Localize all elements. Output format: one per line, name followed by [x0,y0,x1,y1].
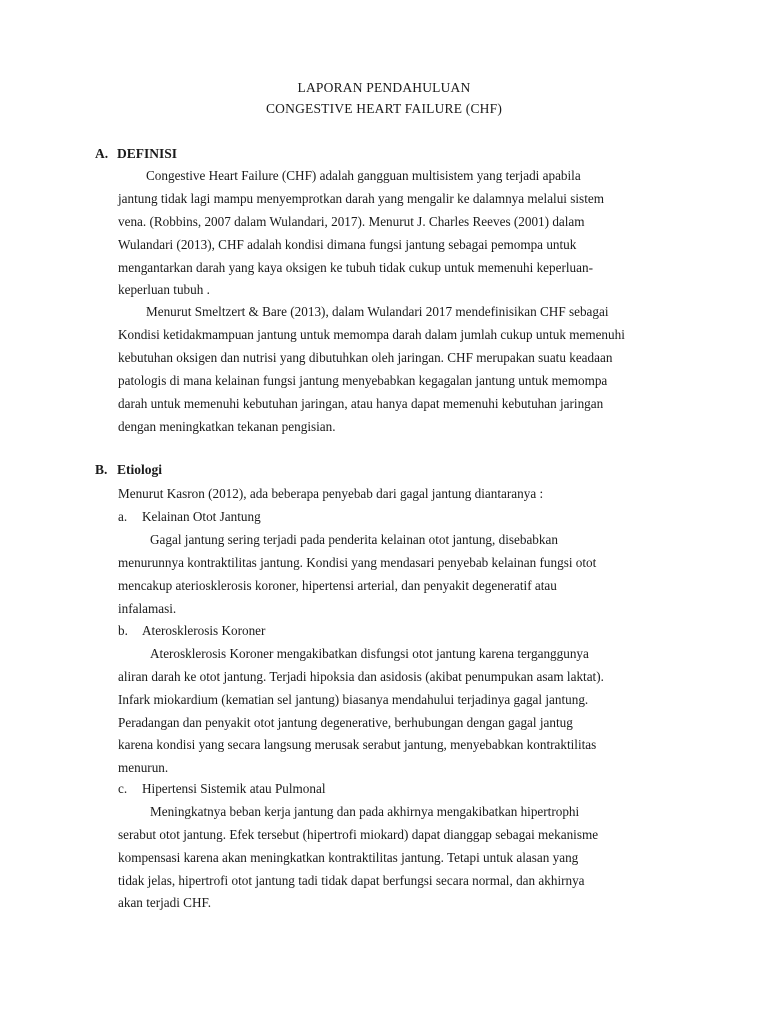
paragraph-line: menurunnya kontraktilitas jantung. Kondisi yang mendasari penyebab kelainan fungsi otot [118,555,597,570]
paragraph-line: tidak jelas, hipertrofi otot jantung tadi tidak dapat berfungsi secara normal, dan akhirnya [118,873,585,888]
section-a-number: A. [95,146,109,161]
paragraph-line: menurun. [118,760,169,775]
paragraph-line: kompensasi karena akan meningkatkan kontraktilitas jantung. Tetapi untuk alasan yang [118,850,579,865]
subsection-title: Hipertensi Sistemik atau Pulmonal [142,781,326,796]
paragraph-line: jantung tidak lagi mampu menyemprotkan darah yang mengalir ke dalamnya melalui sistem [118,191,604,206]
subsection-title: Aterosklerosis Koroner [142,623,266,638]
paragraph-line: Aterosklerosis Koroner mengakibatkan disfungsi otot jantung karena terganggunya [150,646,589,661]
subsection-marker: b. [118,623,128,638]
paragraph-line: infalamasi. [118,601,177,616]
paragraph-line: keperluan tubuh . [118,282,210,297]
paragraph-line: darah untuk memenuhi kebutuhan jaringan, atau hanya dapat memenuhi kebutuhan jaringan [118,396,604,411]
paragraph-line: Infark miokardium (kematian sel jantung) biasanya mendahului terjadinya gagal jantung. [118,692,589,707]
paragraph-line: Wulandari (2013), CHF adalah kondisi dimana fungsi jantung sebagai pemompa untuk [118,237,577,252]
subsection-marker: a. [118,509,128,524]
subsection-b-heading [118,623,265,639]
section-a-heading [95,146,177,162]
paragraph-line: aliran darah ke otot jantung. Terjadi hipoksia dan asidosis (akibat penumpukan asam laktat). [118,669,604,684]
paragraph-line: serabut otot jantung. Efek tersebut (hipertrofi miokard) dapat dianggap sebagai mekanisme [118,827,599,842]
paragraph-line: Congestive Heart Failure (CHF) adalah gangguan multisistem yang terjadi apabila [146,168,581,183]
subsection-a-heading [118,509,261,525]
paragraph-line: vena. (Robbins, 2007 dalam Wulandari, 2017). Menurut J. Charles Reeves (2001) dalam [118,214,585,229]
paragraph-line: Kondisi ketidakmampuan jantung untuk memompa darah dalam jumlah cukup untuk memenuhi [118,327,625,342]
document-title-line-1: LAPORAN PENDAHULUAN [297,80,471,95]
paragraph-line: Menurut Smeltzert & Bare (2013), dalam Wulandari 2017 mendefinisikan CHF sebagai [146,304,609,319]
section-b-number: B. [95,462,108,477]
subsection-title: Kelainan Otot Jantung [142,509,261,524]
paragraph-line: mencakup ateriosklerosis koroner, hipertensi arterial, dan penyakit degeneratif atau [118,578,557,593]
paragraph-line: patologis di mana kelainan fungsi jantung menyebabkan kegagalan jantung untuk memompa [118,373,608,388]
subsection-c-heading [118,781,326,797]
paragraph-line: akan terjadi CHF. [118,895,212,910]
paragraph-line: Peradangan dan penyakit otot jantung degenerative, berhubungan dengan gagal jantug [118,715,573,730]
section-a-title: DEFINISI [117,146,178,161]
paragraph-line: dengan meningkatkan tekanan pengisian. [118,419,336,434]
paragraph-line: Meningkatnya beban kerja jantung dan pada akhirnya mengakibatkan hipertrophi [150,804,580,819]
section-b-intro: Menurut Kasron (2012), ada beberapa penyebab dari gagal jantung diantaranya : [118,486,544,501]
section-b-heading [95,462,162,478]
paragraph-line: kebutuhan oksigen dan nutrisi yang dibutuhkan oleh jaringan. CHF merupakan suatu keadaan [118,350,613,365]
paragraph-line: Gagal jantung sering terjadi pada penderita kelainan otot jantung, disebabkan [150,532,558,547]
section-b-title: Etiologi [117,462,163,477]
paragraph-line: karena kondisi yang secara langsung merusak serabut jantung, menyebabkan kontraktilitas [118,737,597,752]
paragraph-line: mengantarkan darah yang kaya oksigen ke tubuh tidak cukup untuk memenuhi keperluan- [118,260,593,275]
document-title-line-2: CONGESTIVE HEART FAILURE (CHF) [265,101,503,116]
subsection-marker: c. [118,781,128,796]
